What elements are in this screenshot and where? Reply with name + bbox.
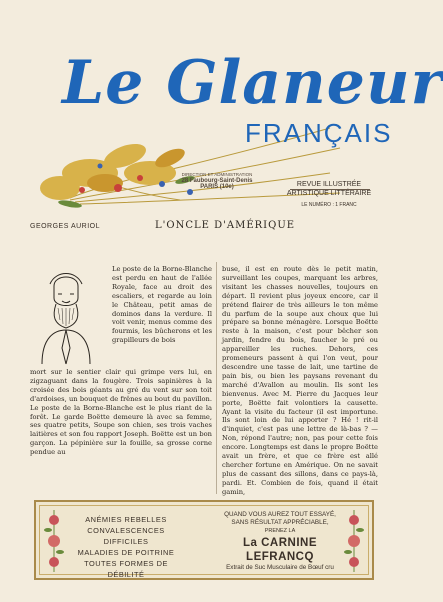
address-heading: DIRECTION ET ADMINISTRATION [181,172,253,177]
carnine-advertisement [34,500,374,580]
issue-price: LE NUMÉRO : 1 FRANC [301,202,357,208]
masthead-divider [290,189,370,190]
article-column-1-top: Le poste de la Borne-Blanche est perdu en haut de l'allée Royale, face au droit des escaliers, et regarde au loin le Château, petit amas de dominos dans la verdure. Il voit venir, menus comme des fourmis, les bûcherons et les grapilleurs de bois [112,265,212,345]
revue-line-2: ARTISTIQUE LITTÉRAIRE [286,190,372,197]
address-line: 28 Faubourg-Saint-Denis [181,178,253,184]
address-city: PARIS (10e) [200,184,234,190]
article-column-1-bottom: mort sur le sentier clair qui grimpe vers lui, en zigzaguant dans la fougère. Trois sapinières à la croisée des bois géants au gré du vent sur son toit d'ardoises, un bouquet de frênes au bout du pavillon. Le poste de la Borne-Blanche est le plus riant de la forêt. Le garde Boëtte demeure là avec sa femme, ses quatre petits, Soupe son chien, ses trois vaches laitières et son fou rapport Joseph. Boëtte est un bon garçon. La pépinière sur la fouille, sa grosse corne pendue au [30,368,212,457]
magazine-title: Le Glaneur [62,48,443,118]
magazine-subtitle: FRANÇAIS [245,118,393,148]
ad-brand-name: La CARNINE LEFRANCQ [242,537,317,563]
ad-indications [66,514,186,580]
article-title: L'ONCLE D'AMÉRIQUE [155,220,296,231]
uncle-portrait-illustration [32,268,98,366]
article-author: GEORGES AURIOL [30,223,101,230]
ad-indication: ANÉMIES REBELLES [85,515,167,524]
column-divider [216,262,217,494]
ad-pitch-line-1: QUAND VOUS AUREZ TOUT ESSAYÉ, [224,511,336,518]
ad-indication: TOUTES FORMES DE DÉBILITÉ [84,559,168,579]
rose-garland-icon [42,508,66,574]
ad-product-description: Extrait de Suc Musculaire de Bœuf cru [226,564,334,571]
revue-line-1: REVUE ILLUSTRÉE [296,181,362,188]
article-column-2: buse, il est en route dès le petit matin, surveillant les coupes, marquant les arbres, visitant les chasses nouvelles, toujours en départ. Il revient plus joyeux encore, car il prétend flairer de très ailleurs le ton même du parfum de la soupe aux choux que lui prépare sa bonne ménagère. Lorsque Boëtte reste à la maison, c'est pour bêcher son jardin, fendre du bois, faucher le pré ou appareiller les ruches. Dehors, ces promeneurs passent à qui l'on veut, pour descendre une tasse de lait, une tartine de pain bis, ou bien les paysans revenant du marché d'Avallon au moulin. Ils sont les bienvenus. Avec M. Pierre du Jacques leur porte, Boëtte fait volontiers la causette. Ayant la visite du facteur (il est importune. Ils sont loin de lui apporter ? Hé ! rit-il d'inquiet, c'est pas une lettre de là-bas ? — Non, répond l'autre; non, pas pour cette fois encore. Longtemps est dans le propre Boëtte avait un frère, et que ce frère est allé chercher fortune en Amérique. On ne savait plus de cassant des sillons, dans ce pays-là, pardi. Et. Combien de fois, quand il était gamin, [222,265,378,496]
ad-pitch-line-2: SANS RÉSULTAT APPRÉCIABLE, [231,519,329,526]
revue-block [283,180,375,209]
ad-indication: CONVALESCENCES DIFFICILES [87,526,165,546]
ad-indication: MALADIES DE POITRINE [77,548,175,557]
rose-garland-icon [342,508,366,574]
masthead [0,0,443,215]
ad-pitch-line-3: PRENEZ LA [264,528,296,534]
ad-product [216,511,344,572]
address-block [178,172,256,190]
